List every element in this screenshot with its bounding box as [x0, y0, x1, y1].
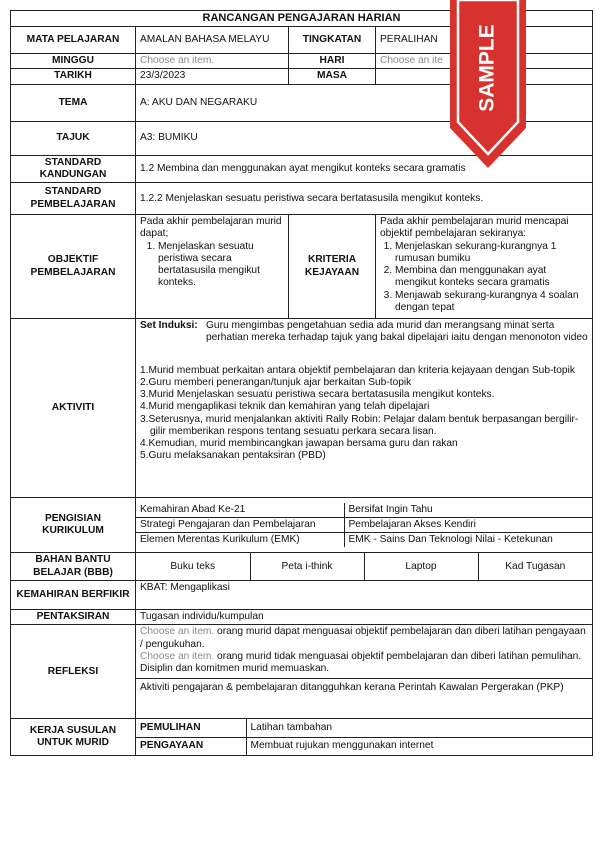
document-title: RANCANGAN PENGAJARAN HARIAN: [11, 11, 593, 27]
refleksi-select-1[interactable]: Choose an item.: [140, 626, 215, 638]
berfikir-label: KEMAHIRAN BERFIKIR: [11, 581, 136, 610]
aktiviti-label: AKTIVITI: [11, 319, 136, 498]
hari-select[interactable]: Choose an ite: [376, 54, 593, 69]
pengisian-cell: Bersifat Ingin Tahu: [344, 503, 592, 518]
minggu-select[interactable]: Choose an item.: [136, 54, 289, 69]
set-induksi-text: Guru mengimbas pengetahuan sedia ada murid dan merangsang minat serta perhatian mereka terhadap tajuk yang bakal dipelajari iaitu dengan menonoton video: [206, 320, 588, 344]
susulan-content: [136, 719, 593, 756]
pemulihan-value: Latihan tambahan: [246, 719, 592, 737]
masa-label: MASA: [289, 69, 376, 84]
standard-kandungan-label: STANDARD KANDUNGAN: [11, 155, 136, 182]
kriteria-label: KRITERIA KEJAYAAN: [289, 215, 376, 319]
aktiviti-step: 4.Murid mengaplikasi teknik dan kemahiran yang telah dipelajari: [140, 401, 430, 413]
berfikir-value: KBAT: Mengaplikasi: [136, 581, 593, 610]
pengisian-cell: Strategi Pengajaran dan Pembelajaran: [136, 518, 344, 533]
kriteria-content: [376, 215, 593, 319]
aktiviti-content: [136, 319, 593, 498]
refleksi-content: [136, 625, 593, 719]
mata-pelajaran-value: AMALAN BAHASA MELAYU: [136, 27, 289, 54]
objektif-item: 1. Menjelaskan sesuatu peristiwa secara bertatasusila mengikut konteks.: [158, 241, 284, 290]
bbb-item: Laptop: [364, 553, 478, 580]
refleksi-select-2[interactable]: Choose an item.: [140, 650, 215, 662]
objektif-content: [136, 215, 289, 319]
tingkatan-value: PERALIHAN: [376, 27, 593, 54]
sample-text: SAMPLE: [475, 24, 499, 112]
minggu-label: MINGGU: [11, 54, 136, 69]
tarikh-value: 23/3/2023: [136, 69, 289, 84]
pengisian-cell: Kemahiran Abad Ke-21: [136, 503, 344, 518]
bbb-item: Peta i-think: [250, 553, 364, 580]
refleksi-line-1: orang murid dapat menguasai objektif pembelajaran dan diberi latihan pengayaan / pengukuhan.: [140, 626, 586, 650]
objektif-intro: Pada akhir pembelajaran murid dapat;: [140, 216, 282, 240]
aktiviti-step: 4.Kemudian, murid membincangkan jawapan bersama guru dan rakan: [140, 438, 458, 449]
set-induksi-label: Set Induksi:: [140, 320, 198, 332]
pengisian-content: [136, 498, 593, 553]
pengayaan-value: Membuat rujukan menggunakan internet: [246, 737, 592, 755]
kriteria-item: 3. Menjawab sekurang-kurangnya 4 soalan dengan tepat: [395, 290, 588, 314]
pengayaan-label: PENGAYAAN: [136, 737, 246, 755]
pengisian-cell: Elemen Merentas Kurikulum (EMK): [136, 533, 344, 548]
objektif-label: OBJEKTIF PEMBELAJARAN: [11, 215, 136, 319]
bbb-label: BAHAN BANTU BELAJAR (BBB): [11, 553, 136, 581]
bbb-content: [136, 553, 593, 581]
sample-ribbon: [448, 0, 528, 170]
pengisian-label: PENGISIAN KURIKULUM: [11, 498, 136, 553]
kriteria-item: 2. Membina dan menggunakan ayat mengikut konteks secara gramatis: [395, 265, 588, 289]
refleksi-line-3: Aktiviti pengajaran & pembelajaran ditangguhkan kerana Perintah Kawalan Pergerakan (PKP): [140, 682, 564, 694]
aktiviti-step: 1.Murid membuat perkaitan antara objektif pembelajaran dan kriteria kejayaan dengan Sub-topik: [140, 364, 575, 376]
tajuk-value: A3: BUMIKU: [136, 121, 593, 155]
standard-pembelajaran-value: 1.2.2 Menjelaskan sesuatu peristiwa secara bertatasusila mengikut konteks.: [136, 183, 593, 215]
pemulihan-label: PEMULIHAN: [136, 719, 246, 737]
bbb-item: Buku teks: [136, 553, 250, 580]
bbb-item: Kad Tugasan: [478, 553, 592, 580]
set-induksi: [140, 320, 588, 344]
standard-pembelajaran-label: STANDARD PEMBELAJARAN: [11, 183, 136, 215]
aktiviti-step: 3.Seterusnya, murid menjalankan aktiviti Rally Robin: Pelajar dalam bentuk berpasangan bergilir-gilir memberikan respons tentang sesuatu perkara secara lisan.: [140, 413, 579, 437]
kriteria-intro: Pada akhir pembelajaran murid mencapai objektif pembelajaran sekiranya:: [380, 216, 569, 240]
tema-label: TEMA: [11, 84, 136, 121]
kriteria-item: 1. Menjelaskan sekurang-kurangnya 1 rumusan bumiku: [395, 241, 588, 265]
aktiviti-step: 5.Guru melaksanakan pentaksiran (PBD): [140, 450, 326, 462]
tingkatan-label: TINGKATAN: [289, 27, 376, 54]
aktiviti-step: 2.Guru memberi penerangan/tunjuk ajar berkaitan Sub-topik: [140, 376, 412, 388]
pentaksiran-label: PENTAKSIRAN: [11, 610, 136, 625]
pentaksiran-value: Tugasan individu/kumpulan: [136, 610, 593, 625]
tajuk-label: TAJUK: [11, 121, 136, 155]
tema-value: A: AKU DAN NEGARAKU: [136, 84, 593, 121]
refleksi-line-2: orang murid tidak menguasai objektif pembelajaran dan diberi latihan pemulihan. Disiplin dan komitmen murid memuaskan.: [140, 650, 582, 675]
standard-kandungan-value: 1.2 Membina dan menggunakan ayat mengikut konteks secara gramatis: [136, 155, 593, 182]
aktiviti-step: 3.Murid Menjelaskan sesuatu peristiwa secara bertatasusila mengikut konteks.: [140, 389, 495, 401]
susulan-label: KERJA SUSULAN UNTUK MURID: [11, 719, 136, 756]
refleksi-label: REFLEKSI: [11, 625, 136, 719]
hari-label: HARI: [289, 54, 376, 69]
mata-pelajaran-label: MATA PELAJARAN: [11, 27, 136, 54]
tarikh-label: TARIKH: [11, 69, 136, 84]
pengisian-cell: Pembelajaran Akses Kendiri: [344, 518, 592, 533]
pengisian-cell: EMK - Sains Dan Teknologi Nilai - Ketekunan: [344, 533, 592, 548]
